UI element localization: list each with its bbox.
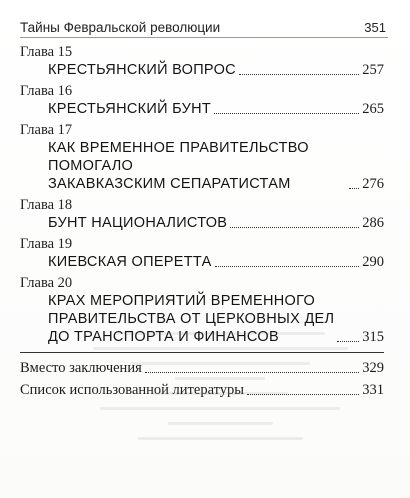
toc-chapter-17	[20, 122, 384, 193]
dot-leader	[247, 394, 359, 395]
toc-entry	[20, 61, 384, 79]
chapter-title: КРЕСТЬЯНСКИЙ ВОПРОС	[48, 62, 236, 78]
toc-entry-conclusion	[20, 359, 384, 377]
chapter-page: 290	[362, 254, 384, 270]
chapter-title: КРЕСТЬЯНСКИЙ БУНТ	[48, 101, 212, 117]
toc-chapter-18	[20, 197, 384, 232]
toc-chapter-19	[20, 236, 384, 271]
chapter-label: Глава 18	[20, 197, 73, 213]
chapter-page: 315	[362, 329, 384, 345]
chapter-page: 257	[362, 62, 384, 78]
chapter-label: Глава 15	[20, 44, 73, 60]
chapter-label: Глава 19	[20, 236, 73, 252]
entry-page: 329	[362, 360, 384, 376]
section-divider	[20, 352, 384, 353]
chapter-label: Глава 20	[20, 275, 73, 291]
toc-chapter-15	[20, 44, 384, 79]
chapter-label: Глава 16	[20, 83, 73, 99]
chapter-page: 286	[362, 215, 384, 231]
toc-entry	[20, 100, 384, 118]
entry-title: Вместо заключения	[20, 360, 142, 376]
chapter-title: БУНТ НАЦИОНАЛИСТОВ	[48, 215, 228, 231]
chapter-title: КРАХ МЕРОПРИЯТИЙ ВРЕМЕННОГО ПРАВИТЕЛЬСТВА ОТ ЦЕРКОВНЫХ ДЕЛ ДО ТРАНСПОРТА И ФИНАНСОВ	[48, 293, 335, 345]
dot-leader	[145, 372, 360, 373]
chapter-title: КИЕВСКАЯ ОПЕРЕТТА	[48, 254, 212, 270]
entry-title: Список использованной литературы	[20, 382, 245, 398]
dot-leader	[337, 341, 359, 342]
dot-leader	[230, 227, 359, 228]
dot-leader	[214, 113, 359, 114]
book-title: Тайны Февральской революции	[20, 20, 221, 35]
chapter-title: КАК ВРЕМЕННОЕ ПРАВИТЕЛЬСТВО ПОМОГАЛО ЗАКАВКАЗСКИМ СЕПАРАТИСТАМ	[48, 140, 309, 192]
dot-leader	[215, 266, 360, 267]
table-of-contents	[20, 44, 384, 399]
toc-entry	[20, 253, 384, 271]
page-number: 351	[364, 20, 386, 35]
toc-entry-bibliography	[20, 381, 384, 399]
dot-leader	[349, 188, 359, 189]
entry-page: 331	[362, 382, 384, 398]
running-header	[20, 20, 388, 38]
chapter-page: 265	[362, 101, 384, 117]
toc-chapter-16	[20, 83, 384, 118]
dot-leader	[239, 74, 359, 75]
toc-entry	[20, 214, 384, 232]
toc-entry	[20, 292, 384, 346]
chapter-page: 276	[362, 176, 384, 192]
toc-chapter-20	[20, 275, 384, 346]
chapter-label: Глава 17	[20, 122, 73, 138]
toc-entry	[20, 139, 384, 193]
